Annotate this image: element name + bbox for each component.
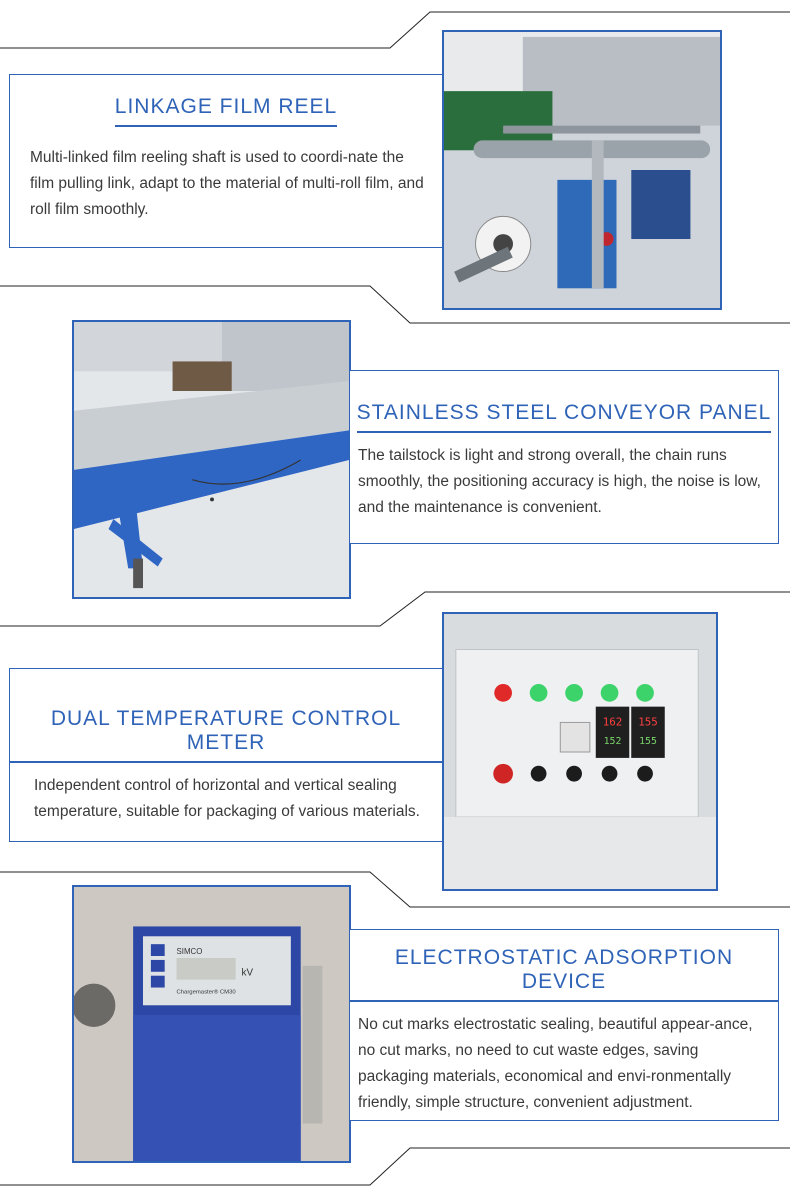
feature-description: No cut marks electrostatic sealing, beautiful appear-ance, no cut marks, no need to cut waste edges, saving packaging materials, economical and envi-ronmentally friendly, simple structure, convenient adjustment. (358, 1016, 753, 1111)
feature-title: LINKAGE FILM REEL (115, 95, 337, 127)
temperature-meter-photo (442, 612, 718, 891)
feature-card-conveyor-panel (349, 370, 779, 544)
meter-display-bottom-right: 155 (639, 736, 657, 748)
feature-description: The tailstock is light and strong overall, the chain runs smoothly, the positioning accuracy is high, the noise is low, and the maintenance is convenient. (358, 447, 761, 516)
feature-description: Independent control of horizontal and vertical sealing temperature, suitable for packaging of various materials. (34, 777, 420, 820)
device-model: Chargemaster® CM30 (176, 989, 236, 996)
feature-title: STAINLESS STEEL CONVEYOR PANEL (357, 401, 772, 433)
electrostatic-device-photo (72, 885, 351, 1163)
film-reel-photo (442, 30, 722, 310)
feature-title: ELECTROSTATIC ADSORPTION DEVICE (350, 946, 778, 1002)
feature-card-temperature-meter (9, 668, 443, 842)
feature-title: DUAL TEMPERATURE CONTROL METER (10, 707, 442, 763)
conveyor-panel-photo (72, 320, 351, 599)
feature-card-linkage-film-reel (9, 74, 443, 248)
meter-display-top-left: 162 (602, 715, 623, 729)
feature-card-electrostatic-device (349, 929, 779, 1121)
meter-display-bottom-left: 152 (603, 736, 622, 748)
device-unit: kV (241, 967, 254, 979)
meter-display-top-right: 155 (638, 715, 658, 729)
device-brand: SIMCO (176, 947, 203, 957)
feature-description: Multi-linked film reeling shaft is used to coordi-nate the film pulling link, adapt to the material of multi-roll film, and roll film smoothly. (30, 149, 424, 218)
